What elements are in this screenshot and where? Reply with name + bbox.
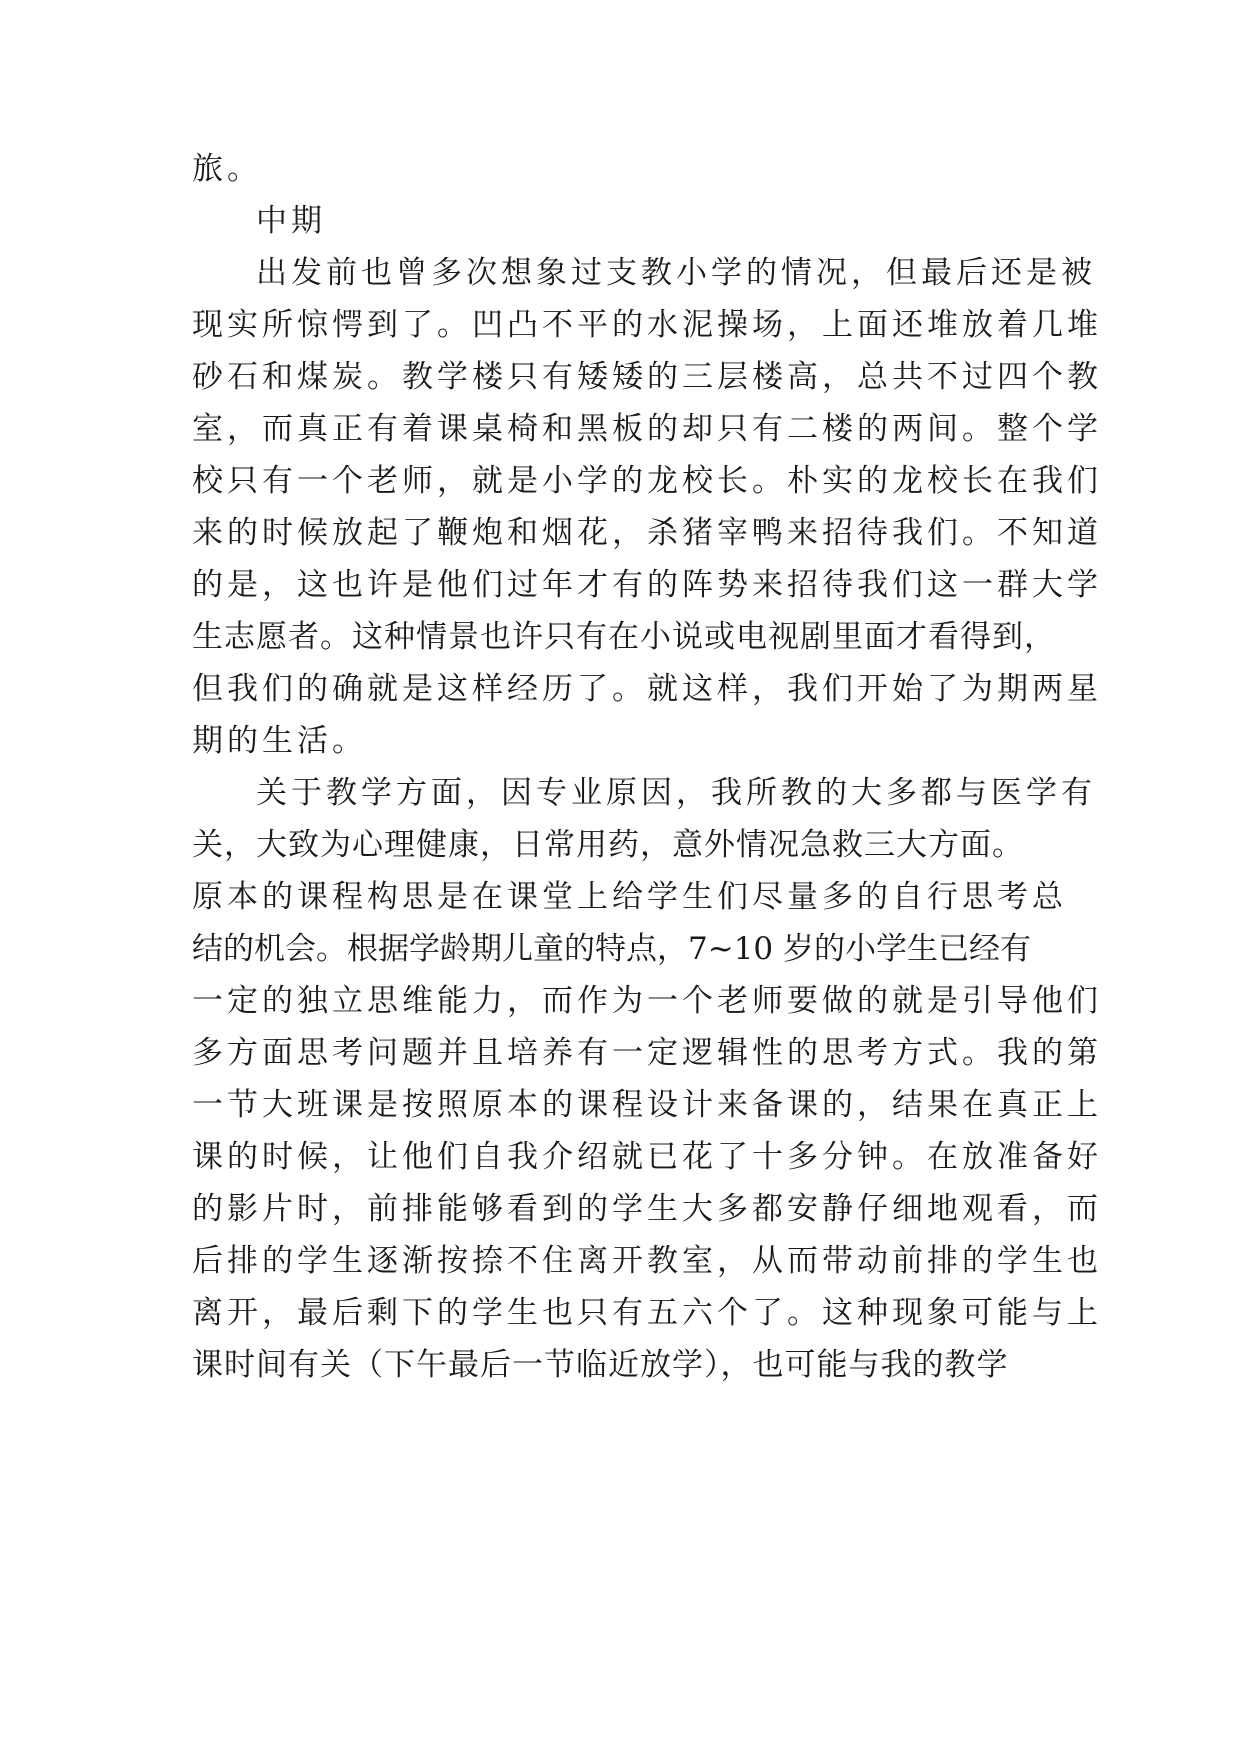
text-line: 课时间有关（下午最后一节临近放学），也可能与我的教学 <box>192 1347 1009 1383</box>
text-line: 关于教学方面，因专业原因，我所教的大多都与医学有 <box>256 775 1096 811</box>
text-line: 关，大致为心理健康，日常用药，意外情况急救三大方面。 <box>192 827 1024 863</box>
text-line: 砂石和煤炭。教学楼只有矮矮的三层楼高，总共不过四个教 <box>192 359 1102 395</box>
text-line: 离开，最后剩下的学生也只有五六个了。这种现象可能与上 <box>192 1295 1102 1331</box>
text-line: 的是，这也许是他们过年才有的阵势来招待我们这一群大学 <box>192 567 1102 603</box>
text-line: 来的时候放起了鞭炮和烟花，杀猪宰鸭来招待我们。不知道 <box>192 515 1102 551</box>
text-line: 但我们的确就是这样经历了。就这样，我们开始了为期两星 <box>192 671 1102 707</box>
text-line: 多方面思考问题并且培养有一定逻辑性的思考方式。我的第 <box>192 1035 1102 1071</box>
text-line: 现实所惊愕到了。凹凸不平的水泥操场，上面还堆放着几堆 <box>192 307 1102 343</box>
text-line: 一定的独立思维能力，而作为一个老师要做的就是引导他们 <box>192 983 1102 1019</box>
text-line: 一节大班课是按照原本的课程设计来备课的，结果在真正上 <box>192 1087 1102 1123</box>
text-line: 结的机会。根据学龄期儿童的特点，7~10 岁的小学生已经有 <box>192 931 1031 967</box>
text-line: 的影片时，前排能够看到的学生大多都安静仔细地观看，而 <box>192 1191 1102 1227</box>
text-line: 校只有一个老师，就是小学的龙校长。朴实的龙校长在我们 <box>192 463 1102 499</box>
text-line: 旅。 <box>192 151 262 187</box>
text-line: 出发前也曾多次想象过支教小学的情况，但最后还是被 <box>256 255 1096 291</box>
text-line: 原本的课程构思是在课堂上给学生们尽量多的自行思考总 <box>192 879 1067 915</box>
text-line: 后排的学生逐渐按捺不住离开教室，从而带动前排的学生也 <box>192 1243 1102 1279</box>
text-line: 生志愿者。这种情景也许只有在小说或电视剧里面才看得到， <box>192 619 1056 655</box>
text-line: 课的时候，让他们自我介绍就已花了十多分钟。在放准备好 <box>192 1139 1102 1175</box>
section-heading: 中期 <box>256 203 326 239</box>
text-line: 期的生活。 <box>192 723 367 759</box>
text-line: 室，而真正有着课桌椅和黑板的却只有二楼的两间。整个学 <box>192 411 1102 447</box>
